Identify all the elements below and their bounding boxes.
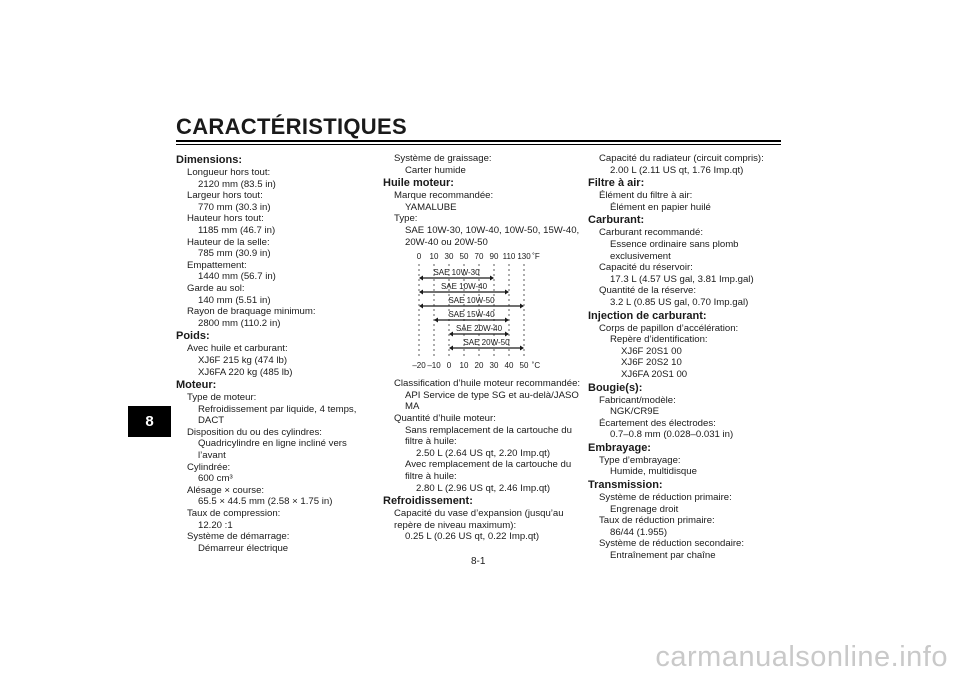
spec-line: 1440 mm (56.7 in)	[198, 271, 276, 283]
celsius-tick-label: –10	[427, 361, 441, 371]
spec-line: 17.3 L (4.57 US gal, 3.81 Imp.gal)	[610, 273, 754, 285]
spec-line: filtre à huile:	[405, 436, 457, 448]
arrow-left-icon	[419, 290, 423, 295]
section-heading: Embrayage:	[588, 441, 651, 454]
spec-line: Quantité de la réserve:	[599, 285, 697, 297]
grade-label: SAE 15W-40	[448, 310, 495, 320]
spec-line: Sans remplacement de la cartouche du	[405, 424, 572, 436]
spec-line: XJ6FA 20S1 00	[621, 368, 688, 380]
spec-line: Carter humide	[405, 164, 466, 176]
column-left	[176, 153, 376, 554]
spec-line: DACT	[198, 415, 225, 427]
fahrenheit-tick-label: 10	[429, 252, 439, 262]
spec-line: XJ6FA 220 kg (485 lb)	[198, 366, 293, 378]
fahrenheit-unit: ˚F	[532, 252, 540, 262]
spec-line: Démarreur électrique	[198, 542, 289, 554]
spec-line: repère de niveau maximum):	[394, 519, 517, 531]
fahrenheit-tick-label: 110	[502, 252, 516, 262]
section-heading: Dimensions:	[176, 154, 243, 166]
oil-viscosity-chart	[389, 250, 539, 374]
spec-line: Capacité du vase d’expansion (jusqu’au	[394, 508, 564, 520]
spec-line: Essence ordinaire sans plomb	[610, 238, 739, 250]
column-middle	[383, 153, 583, 543]
spec-line: 12.20 :1	[198, 519, 233, 531]
section-heading: Huile moteur:	[383, 177, 454, 190]
celsius-tick-label: –20	[412, 361, 426, 371]
spec-line: 2.00 L (2.11 US qt, 1.76 Imp.qt)	[610, 164, 744, 176]
spec-line: 1185 mm (46.7 in)	[198, 224, 276, 236]
spec-line: Élément en papier huilé	[610, 201, 711, 213]
grade-label: SAE 10W-30	[433, 268, 480, 278]
column-middle-top	[383, 153, 583, 248]
spec-line: Système de réduction secondaire:	[599, 538, 745, 550]
spec-line: Hauteur hors tout:	[187, 213, 264, 225]
spec-line: Capacité du réservoir:	[599, 262, 693, 274]
page-title: CARACTÉRISTIQUES	[176, 114, 407, 139]
spec-line: Entraînement par chaîne	[610, 550, 716, 562]
spec-line: Rayon de braquage minimum:	[187, 306, 316, 318]
grade-label: SAE 10W-40	[440, 282, 488, 292]
spec-line: API Service de type SG et au-delà/JASO	[405, 389, 579, 401]
fahrenheit-tick-label: 90	[489, 252, 499, 262]
spec-line: Quadricylindre en ligne incliné vers l’avant	[198, 438, 347, 462]
spec-line: 2.50 L (2.64 US qt, 2.20 Imp.qt)	[416, 447, 551, 459]
spec-line: Classification d’huile moteur recommandée:	[394, 378, 581, 390]
watermark: carmanualsonline.info	[655, 641, 948, 673]
celsius-tick-label: 40	[504, 361, 514, 371]
title-rule	[176, 140, 781, 142]
celsius-tick-label: 20	[474, 361, 484, 371]
spec-line: Système de graissage:	[394, 153, 492, 164]
fahrenheit-tick-label: 50	[459, 252, 469, 262]
spec-line: Cylindrée:	[187, 461, 231, 473]
spec-line: Marque recommandée:	[394, 190, 494, 202]
spec-line: Système de réduction primaire:	[599, 492, 732, 504]
celsius-tick-label: 50	[519, 361, 529, 371]
spec-line: Taux de réduction primaire:	[599, 515, 715, 527]
spec-line: Hauteur de la selle:	[187, 236, 270, 248]
spec-line: Fabricant/modèle:	[599, 394, 676, 406]
page-number: 8-1	[471, 556, 486, 567]
arrow-left-icon	[449, 332, 453, 337]
spec-line: Capacité du radiateur (circuit compris):	[599, 153, 764, 164]
spec-line: exclusivement	[610, 250, 671, 262]
section-heading: Transmission:	[588, 479, 663, 492]
spec-line: Type d’embrayage:	[599, 454, 681, 466]
spec-line: 785 mm (30.9 in)	[198, 248, 271, 260]
arrow-right-icon	[505, 332, 509, 337]
section-heading: Bougie(s):	[588, 381, 643, 394]
grade-label: SAE 20W-50	[463, 338, 510, 348]
spec-line: 2120 mm (83.5 in)	[198, 178, 276, 190]
spec-line: XJ6F 215 kg (474 lb)	[198, 354, 288, 366]
spec-line: Écartement des électrodes:	[599, 417, 716, 429]
spec-line: Empattement:	[187, 259, 247, 271]
fahrenheit-tick-label: 30	[444, 252, 454, 262]
spec-line: 2800 mm (110.2 in)	[198, 317, 281, 329]
spec-line: Carburant recommandé:	[599, 227, 703, 239]
fahrenheit-tick-label: 130	[517, 252, 531, 262]
spec-line: 20W-40 ou 20W-50	[405, 236, 488, 248]
spec-line: 600 cm³	[198, 473, 233, 485]
spec-line: Alésage × course:	[187, 484, 265, 496]
spec-line: NGK/CR9E	[610, 406, 660, 418]
arrow-right-icon	[490, 276, 494, 281]
spec-line: 0.7–0.8 mm (0.028–0.031 in)	[610, 429, 734, 441]
section-heading: Carburant:	[588, 214, 645, 227]
spec-line: 86/44 (1.955)	[610, 526, 668, 538]
spec-line: Type:	[394, 213, 418, 225]
spec-line: Humide, multidisque	[610, 466, 697, 478]
spec-line: Taux de compression:	[187, 508, 281, 520]
spec-line: MA	[405, 401, 420, 413]
spec-line: Corps de papillon d’accélération:	[599, 322, 739, 334]
celsius-tick-label: 0	[446, 361, 452, 371]
column-right	[588, 153, 783, 562]
section-heading: Poids:	[176, 330, 210, 343]
spec-line: Refroidissement par liquide, 4 temps,	[198, 403, 357, 415]
spec-line: SAE 10W-30, 10W-40, 10W-50, 15W-40,	[405, 224, 580, 236]
spec-line: 65.5 × 44.5 mm (2.58 × 1.75 in)	[198, 496, 333, 508]
celsius-tick-label: 10	[459, 361, 469, 371]
arrow-right-icon	[520, 346, 524, 351]
spec-line: 3.2 L (0.85 US gal, 0.70 Imp.gal)	[610, 296, 749, 308]
arrow-left-icon	[434, 318, 438, 323]
chapter-tab: 8	[128, 406, 171, 437]
arrow-right-icon	[520, 304, 524, 309]
spec-line: 2.80 L (2.96 US qt, 2.46 Imp.qt)	[416, 482, 551, 494]
spec-line: filtre à huile:	[405, 470, 457, 482]
spec-line: YAMALUBE	[405, 201, 457, 213]
spec-line: Avec huile et carburant:	[187, 343, 288, 355]
grade-label: SAE 10W-50	[448, 296, 495, 306]
celsius-tick-label: 30	[489, 361, 499, 371]
spec-line: XJ6F 20S1 00	[621, 345, 682, 357]
section-heading: Filtre à air:	[588, 177, 645, 190]
spec-line: Garde au sol:	[187, 282, 245, 294]
spec-line: Type de moteur:	[187, 392, 257, 404]
spec-line: 0.25 L (0.26 US qt, 0.22 Imp.qt)	[405, 531, 540, 543]
spec-line: Avec remplacement de la cartouche du	[405, 459, 572, 471]
arrow-left-icon	[419, 276, 423, 281]
spec-line: Élément du filtre à air:	[599, 190, 693, 202]
spec-line: Largeur hors tout:	[187, 190, 263, 202]
arrow-left-icon	[419, 304, 423, 309]
spec-line: Engrenage droit	[610, 503, 679, 515]
column-middle-bottom	[383, 378, 583, 543]
spec-line: Longueur hors tout:	[187, 167, 271, 178]
arrow-left-icon	[449, 346, 453, 351]
spec-line: 140 mm (5.51 in)	[198, 294, 271, 306]
arrow-right-icon	[505, 318, 509, 323]
spec-line: 770 mm (30.3 in)	[198, 201, 271, 213]
fahrenheit-tick-label: 0	[416, 252, 422, 262]
title-rule-thin	[176, 144, 781, 145]
fahrenheit-tick-label: 70	[474, 252, 484, 262]
section-heading: Moteur:	[176, 379, 217, 392]
spec-line: Repère d’identification:	[610, 334, 708, 346]
celsius-unit: ˚C	[531, 361, 541, 371]
spec-line: XJ6F 20S2 10	[621, 357, 682, 369]
spec-line: Disposition du ou des cylindres:	[187, 426, 322, 438]
arrow-right-icon	[505, 290, 509, 295]
section-heading: Refroidissement:	[383, 495, 473, 508]
spec-line: Système de démarrage:	[187, 531, 290, 543]
spec-line: Quantité d’huile moteur:	[394, 412, 496, 424]
grade-label: SAE 20W-40	[455, 324, 503, 334]
section-heading: Injection de carburant:	[588, 309, 707, 322]
